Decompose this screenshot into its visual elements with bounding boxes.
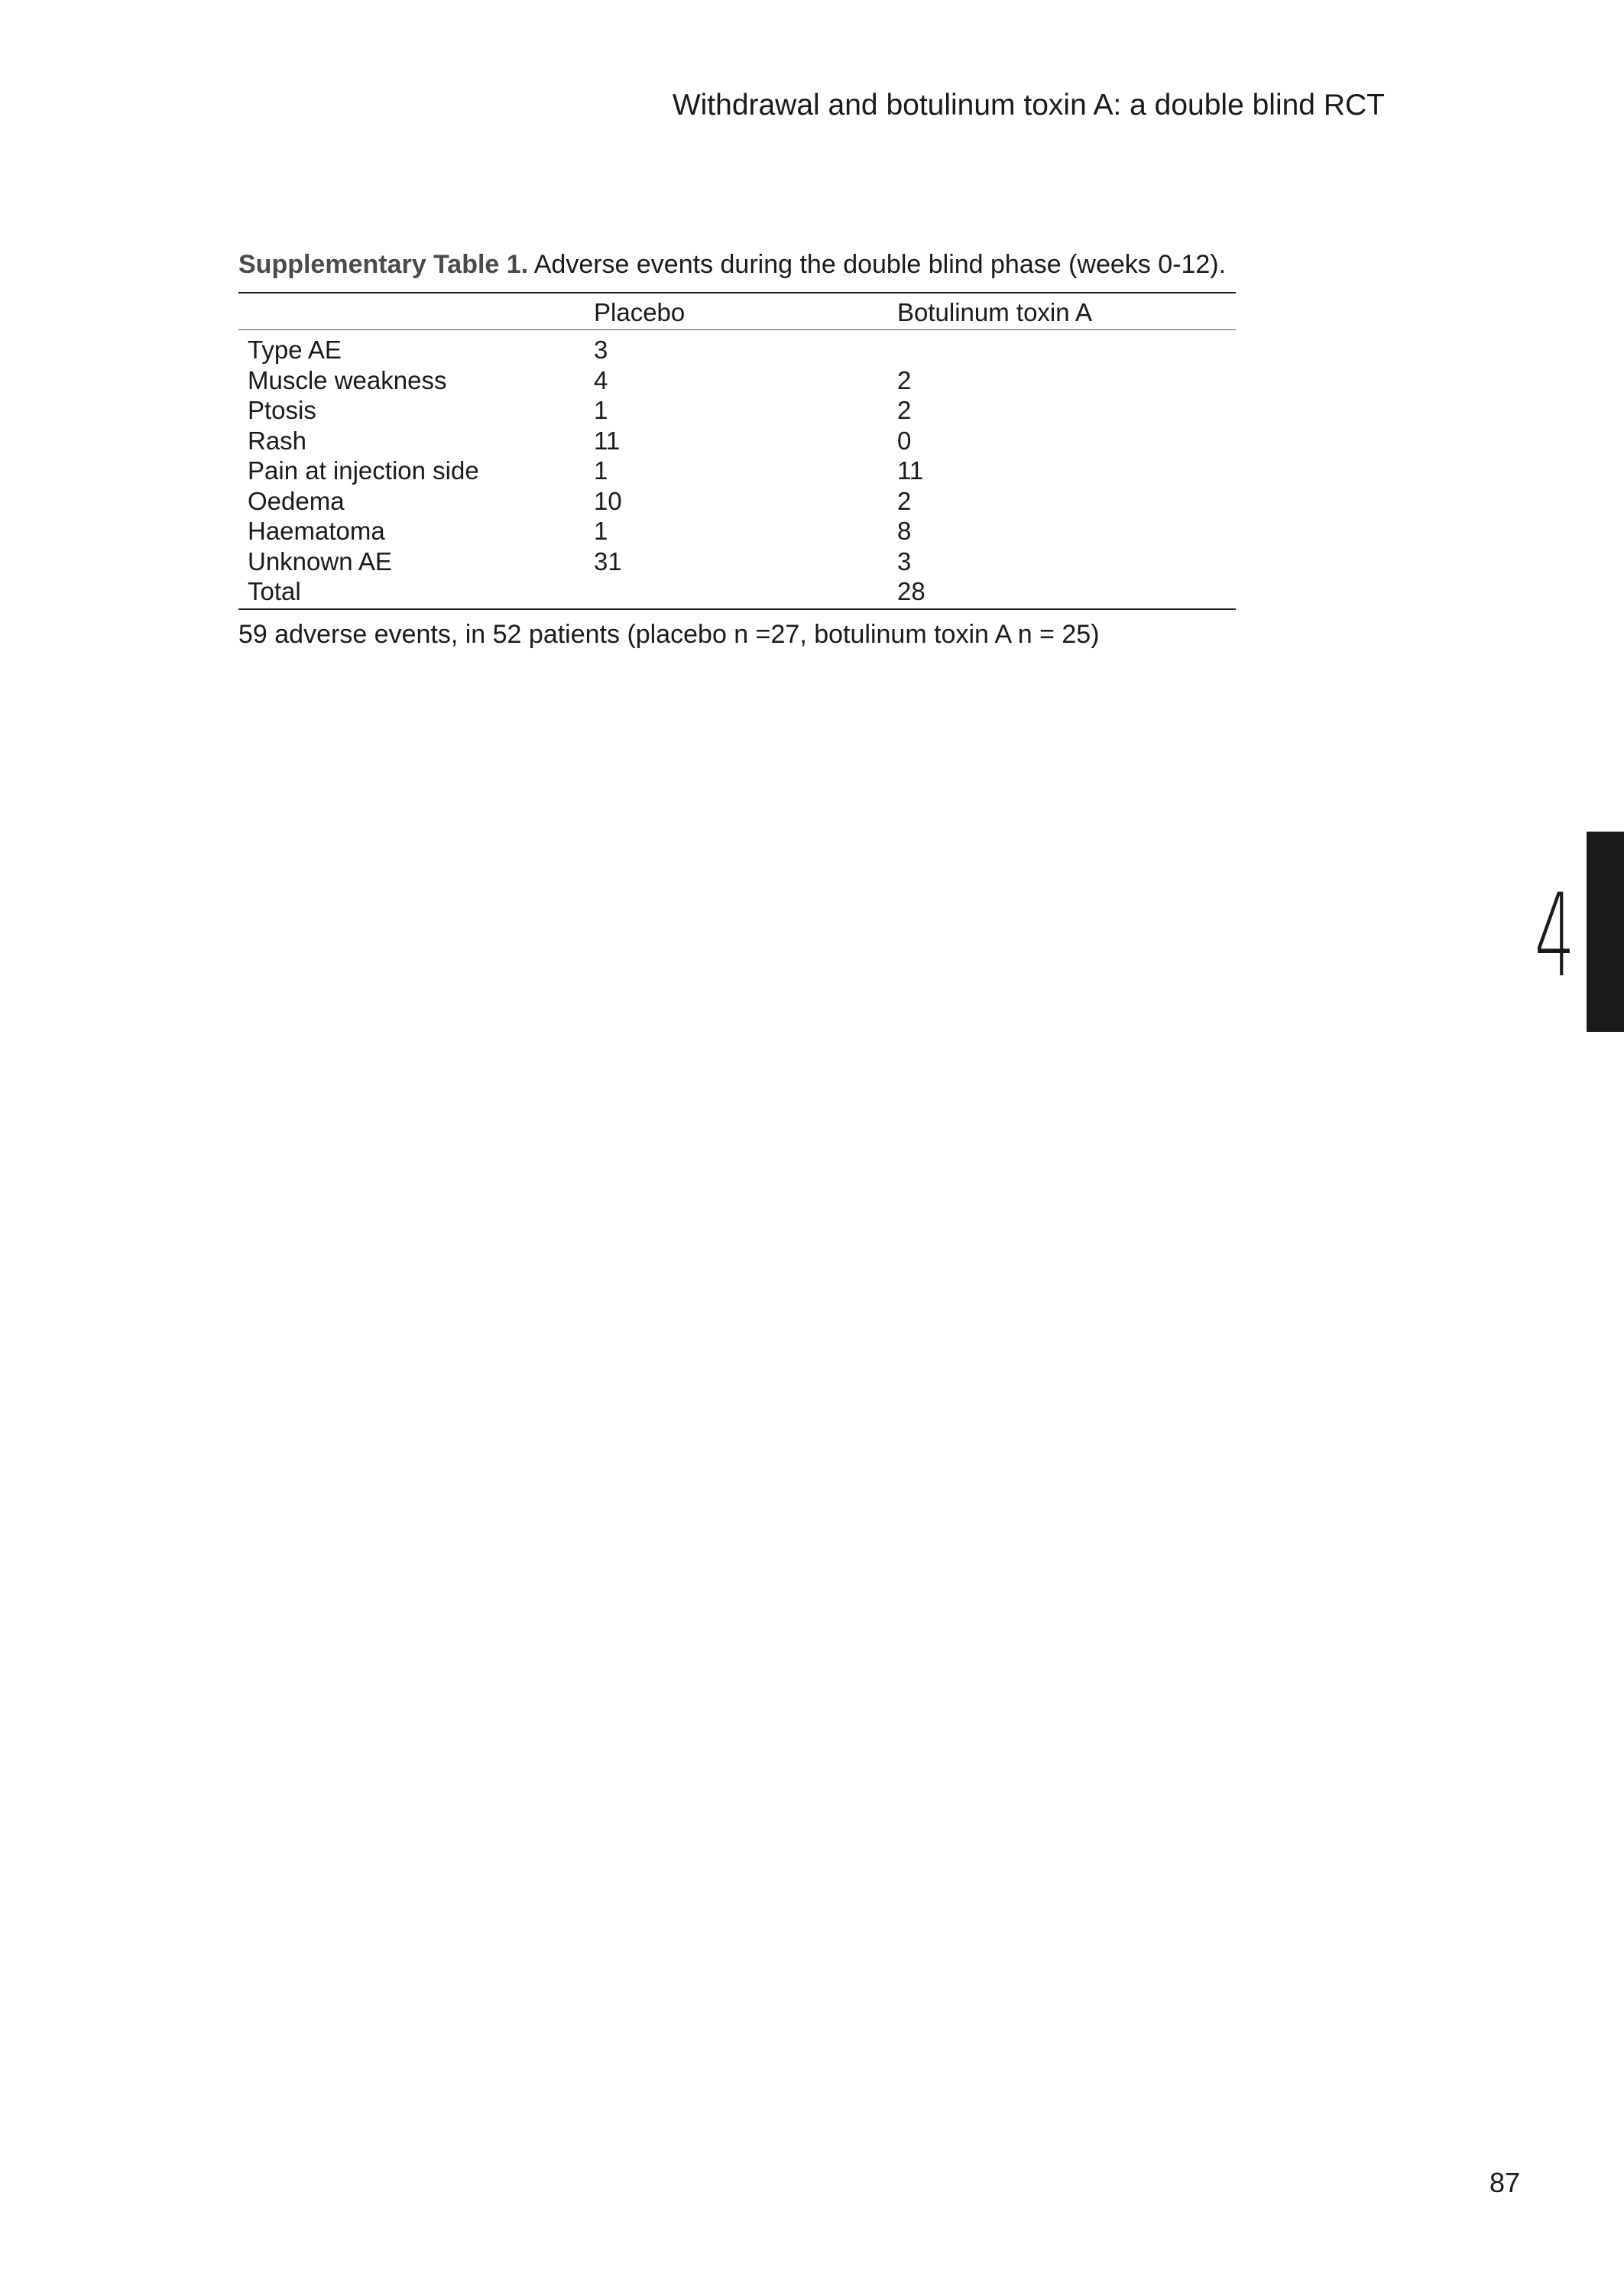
table-row	[238, 546, 1236, 577]
table-header-row	[238, 293, 1236, 330]
placebo-value: 3	[594, 336, 608, 364]
row-label: Type AE	[248, 336, 342, 364]
running-header: Withdrawal and botulinum toxin A: a double blind RCT	[672, 89, 1385, 122]
table-row	[238, 456, 1236, 486]
botulinum-value: 28	[897, 576, 1236, 609]
table-caption-text: Adverse events during the double blind phase (weeks 0-12).	[528, 250, 1227, 279]
table-row	[238, 365, 1236, 396]
page-number: 87	[1489, 2167, 1520, 2198]
chapter-thumb-tab	[1587, 832, 1624, 1032]
table-row-total	[238, 576, 1236, 609]
botulinum-value: 2	[897, 396, 912, 424]
placebo-value: 1	[594, 517, 608, 545]
supplementary-table-block	[238, 249, 1236, 650]
placebo-value: 1	[594, 456, 608, 485]
placebo-value	[594, 576, 897, 609]
row-label: Muscle weakness	[248, 365, 447, 394]
row-label: Rash	[248, 426, 307, 455]
row-label: Total	[238, 576, 594, 609]
botulinum-value: 2	[897, 486, 912, 515]
botulinum-value: 8	[897, 517, 912, 545]
botulinum-value: 11	[897, 456, 924, 485]
chapter-number: 4	[1535, 870, 1575, 1003]
adverse-events-table	[238, 292, 1236, 610]
table-caption	[238, 249, 1236, 280]
botulinum-value: 2	[897, 365, 912, 394]
placebo-value: 10	[594, 486, 622, 515]
placebo-value: 11	[594, 426, 621, 455]
placebo-value: 4	[594, 365, 608, 394]
placebo-value: 1	[594, 396, 608, 424]
column-header-placebo: Placebo	[594, 293, 897, 330]
column-header-botulinum: Botulinum toxin A	[897, 293, 1236, 330]
table-row	[238, 330, 1236, 365]
column-header-event	[238, 293, 594, 330]
row-label: Ptosis	[248, 396, 316, 424]
table-footnote: 59 adverse events, in 52 patients (placebo n =27, botulinum toxin A n = 25)	[238, 619, 1100, 649]
placebo-value: 31	[594, 546, 622, 576]
botulinum-value: 3	[897, 546, 912, 576]
row-label: Haematoma	[248, 517, 385, 545]
botulinum-value: 0	[897, 426, 912, 455]
row-label: Oedema	[248, 486, 345, 515]
table-row	[238, 486, 1236, 517]
row-label: Unknown AE	[248, 546, 392, 576]
table-row	[238, 395, 1236, 426]
row-label: Pain at injection side	[248, 456, 479, 485]
table-row	[238, 426, 1236, 456]
table-caption-label: Supplementary Table 1.	[238, 250, 529, 279]
table-row	[238, 516, 1236, 546]
botulinum-value	[897, 330, 1236, 365]
